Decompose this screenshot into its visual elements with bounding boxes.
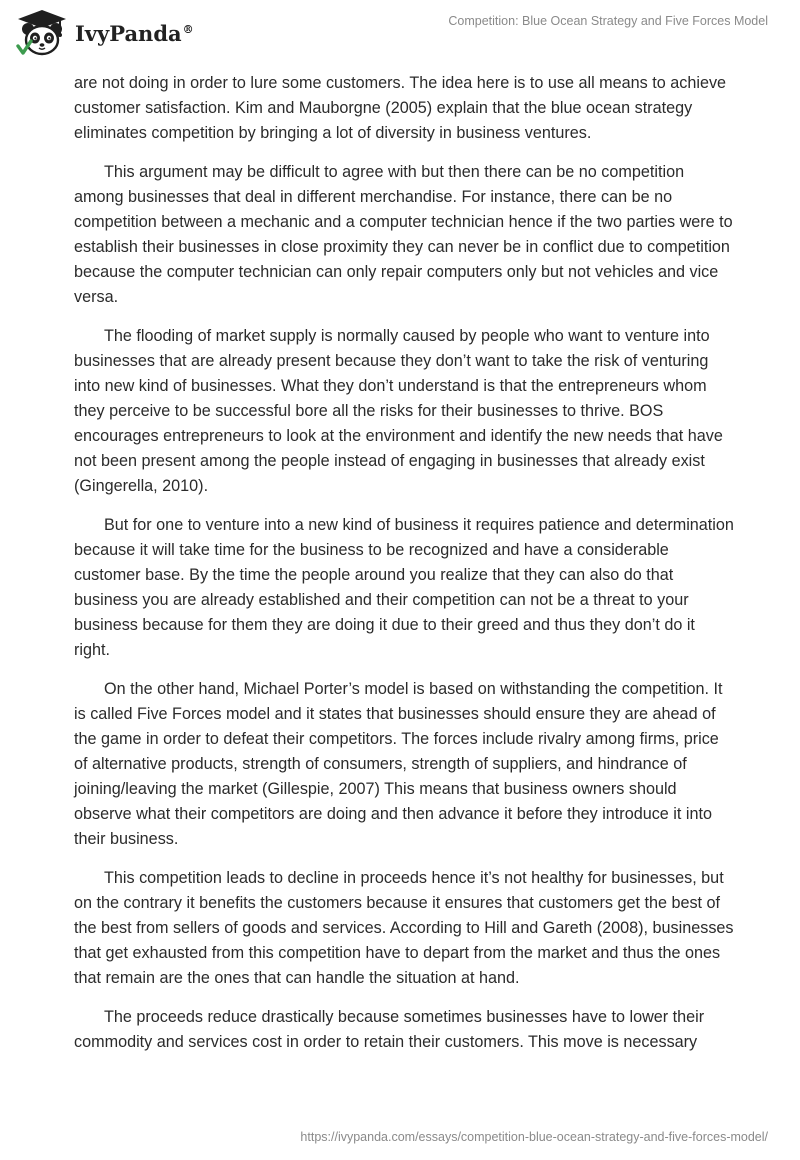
paragraph: The proceeds reduce drastically because sometimes businesses have to lower their commodity and services cost in order to retain their customers. This move is necessary (74, 1008, 705, 1051)
paragraph: The flooding of market supply is normally caused by people who want to venture into businesses that are already present because they don’t want to take the risk of venturing into new kind of businesses. What they don’t understand is that the entrepreneurs whom they perceive to be successful bore all the risks for their businesses to thrive. BOS encourages entrepreneurs to look at the environment and identify the new needs that have not been present among the people instead of engaging in businesses that already exist (Gingerella, 2010). (74, 327, 723, 495)
paragraph-continued: are not doing in order to lure some customers. The idea here is to use all means to achieve customer satisfaction. Kim and Mauborgne (2005) explain that the blue ocean strategy eliminates competition by bringing a lot of diversity in business ventures. (74, 74, 727, 142)
page-header (0, 0, 800, 72)
essay-body (74, 71, 734, 1069)
brand-name: IvyPanda® (75, 20, 194, 46)
paragraph: On the other hand, Michael Porter’s model is based on withstanding the competition. It is called Five Forces model and it states that businesses should ensure they are ahead of the game in order to defeat their competitors. The forces include rivalry among firms, price of alternative products, strength of consumers, strength of suppliers, and hindrance of joining/leaving the market (Gillespie, 2007) This means that business owners should observe what their competitors are doing and then advance it before they introduce it into their business. (74, 680, 723, 848)
paragraph: But for one to venture into a new kind of business it requires patience and determination because it will take time for the business to be recognized and have a considerable customer base. By the time the people around you realize that they can also do that business you are already established and their competition can not be a threat to your business because for them they are doing it due to their greed and thus they don’t do it right. (74, 516, 734, 659)
panda-graduate-icon (14, 8, 70, 58)
source-url[interactable]: https://ivypanda.com/essays/competition-blue-ocean-strategy-and-five-forces-model/ (300, 1130, 768, 1144)
document-title: Competition: Blue Ocean Strategy and Five Forces Model (448, 14, 768, 28)
ivypanda-logo[interactable] (14, 8, 194, 58)
paragraph: This argument may be difficult to agree with but then there can be no competition among businesses that deal in different merchandise. For instance, there can be no competition between a mechanic and a computer technician hence if the two parties were to establish their businesses in close proximity they can never be in conflict due to competition because the computer technician can only repair computers only but not vehicles and vice versa. (74, 163, 733, 306)
registered-mark: ® (182, 22, 194, 36)
paragraph: This competition leads to decline in proceeds hence it’s not healthy for businesses, but on the contrary it benefits the customers because it ensures that customers get the best of the best from sellers of goods and services. According to Hill and Gareth (2008), businesses that get exhausted from this competition have to depart from the market and thus the ones that remain are the ones that can handle the situation at hand. (74, 869, 734, 987)
